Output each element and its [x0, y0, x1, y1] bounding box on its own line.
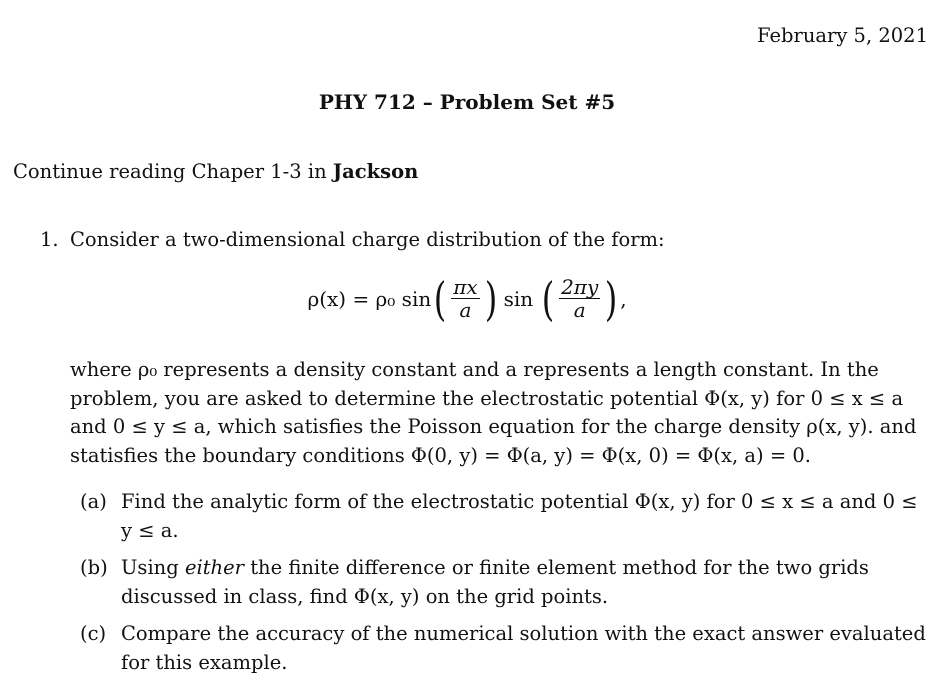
part-b-text	[121, 554, 930, 611]
part-c	[80, 620, 930, 677]
problem-description: where ρ₀ represents a density constant and a represents a length constant. In the problem, you are asked to determine the electrostatic potential Φ(x, y) for 0 ≤ x ≤ a and 0 ≤ y ≤ a, which satisfies the Poisson equation for the charge density ρ(x, y). and statisfies the boundary conditions Φ(0, y) = Φ(a, y) = Φ(x, 0) = Φ(x, a) = 0.	[70, 358, 917, 467]
page-title: PHY 712 – Problem Set #5	[318, 90, 616, 114]
part-a-text: Find the analytic form of the electrostatic potential Φ(x, y) for 0 ≤ x ≤ a and 0 ≤ y ≤ a.	[121, 490, 918, 542]
problem-intro: Consider a two-dimensional charge distribution of the form:	[70, 228, 665, 251]
document-date: February 5, 2021	[757, 24, 928, 47]
charge-density-equation	[0, 272, 934, 326]
part-b-text-after: the finite difference or finite element method for the two grids discussed in class, find Φ(x, y) on the grid points.	[121, 556, 869, 608]
left-paren-1: (	[433, 272, 447, 326]
reading-assignment	[13, 160, 418, 183]
part-a	[80, 488, 930, 545]
fraction-2-numerator: 2πy	[561, 275, 599, 299]
left-paren-2: (	[541, 272, 555, 326]
fraction-1-numerator: πx	[453, 275, 478, 299]
part-b-label: (b)	[80, 556, 108, 579]
fraction-2	[559, 276, 600, 322]
part-c-text: Compare the accuracy of the numerical solution with the exact answer evaluated for this example.	[121, 622, 926, 674]
right-paren-1: )	[484, 272, 497, 326]
part-b-text-before: Using	[121, 556, 179, 579]
equation-sin: sin	[503, 287, 534, 311]
right-paren-2: )	[604, 272, 618, 326]
problem-number: 1.	[40, 228, 59, 251]
equation-lhs: ρ(x) = ρ₀ sin	[307, 287, 432, 311]
reading-book: Jackson	[332, 160, 419, 183]
part-c-label: (c)	[80, 622, 107, 645]
part-b-emphasis: either	[184, 556, 244, 579]
part-b	[80, 554, 930, 611]
fraction-2-denominator: a	[573, 298, 586, 322]
fraction-1-denominator: a	[459, 298, 472, 322]
part-a-label: (a)	[80, 490, 107, 513]
equation-tail: ,	[620, 287, 627, 311]
fraction-1	[451, 276, 479, 322]
reading-text: Continue reading Chaper 1-3 in	[13, 160, 327, 183]
